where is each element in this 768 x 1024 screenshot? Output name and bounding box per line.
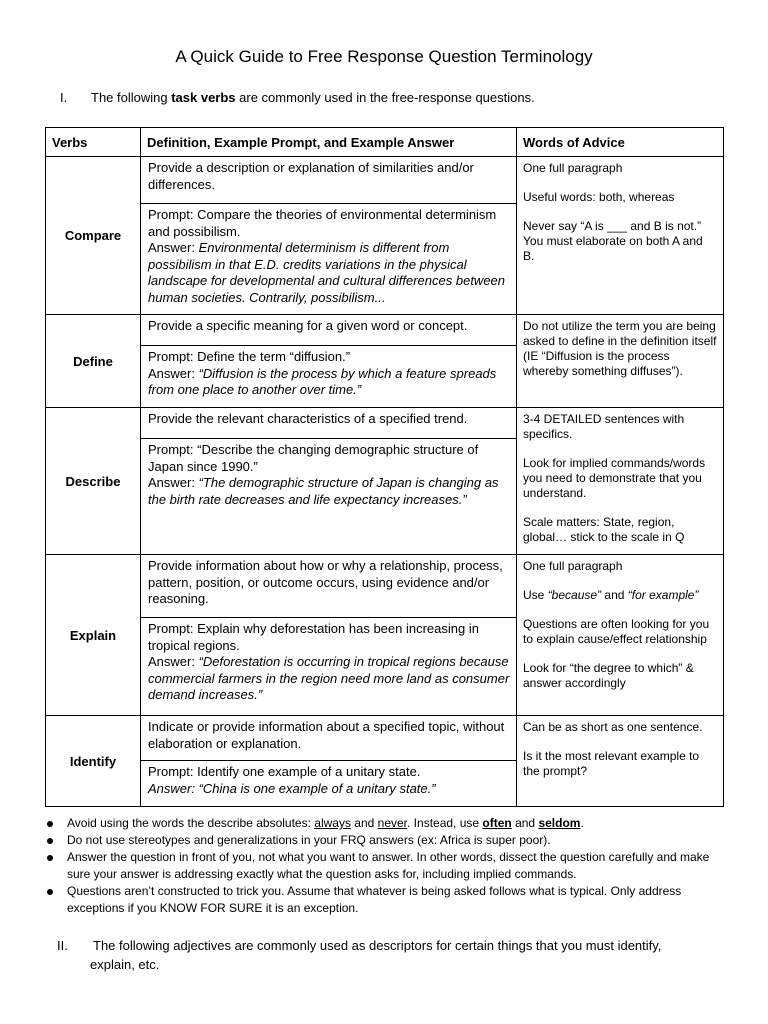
example-answer (148, 781, 510, 798)
section-one-intro (60, 90, 535, 105)
example-prompt: Prompt: Explain why deforestation has been increasing in tropical regions. (148, 621, 479, 653)
bullet-text: . Instead, use (407, 816, 483, 830)
answer-text: “The demographic structure of Japan is changing as the birth rate decreases and life expectancy increases.” (148, 475, 499, 507)
answer-label: Answer: (148, 475, 199, 490)
advice-cell (517, 555, 724, 716)
verb-cell: Describe (46, 408, 141, 555)
advice-item: Look for “the degree to which” & answer accordingly (523, 661, 694, 690)
bullet-text: Avoid using the words the describe absolutes: (67, 816, 315, 830)
section-two-text-cont: explain, etc. (90, 957, 160, 972)
list-item: Answer the question in front of you, not what you want to answer. In other words, dissect the question carefully and make sure your answer is addressing exactly what the question asks for, including implied commands. (45, 849, 725, 883)
advice-item: Do not utilize the term you are being asked to define in the definition itself (IE “Diffusion is the process whereby something diffuses”). (523, 319, 717, 378)
advice-item: Is it the most relevant example to the prompt? (523, 749, 700, 778)
section-two-intro (57, 936, 717, 974)
answer-text: “Deforestation is occurring in tropical regions because commercial farmers in the region need more land as consumer demand increases.” (148, 654, 510, 702)
advice-because: “because” (547, 588, 602, 602)
header-definition: Definition, Example Prompt, and Example Answer (141, 128, 517, 157)
example-answer (148, 240, 510, 306)
header-verbs: Verbs (46, 128, 141, 157)
definition-text: Provide a description or explanation of similarities and/or differences. (148, 160, 474, 192)
example-cell (141, 345, 516, 407)
bullet-text: and (511, 816, 539, 830)
example-prompt: Prompt: Compare the theories of environmental determinism and possibilism. (148, 207, 497, 239)
advice-and: and (601, 588, 628, 602)
advice-for-example: “for example” (627, 588, 699, 602)
advice-item: Questions are often looking for you to explain cause/effect relationship (523, 617, 710, 646)
advice-cell (517, 716, 724, 807)
definition-cell (141, 408, 517, 555)
word-seldom: seldom (538, 816, 581, 830)
definition-text: Provide information about how or why a relationship, process, pattern, position, or outcome occurs, using evidence and/or reasoning. (148, 558, 503, 606)
advice-item: 3-4 DETAILED sentences with specifics. (523, 412, 685, 441)
definition-text: Provide the relevant characteristics of a specified trend. (148, 411, 468, 426)
advice-cell (517, 157, 724, 315)
example-cell (141, 203, 516, 314)
word-always: always (314, 816, 351, 830)
verb-cell: Identify (46, 716, 141, 807)
answer-text: “Diffusion is the process by which a feature spreads from one place to another over time.” (148, 365, 497, 397)
advice-item: Never say “A is ___ and B is not.” You must elaborate on both A and B. (523, 219, 703, 263)
definition-text: Indicate or provide information about a specified topic, without elaboration or explanation. (148, 719, 505, 751)
answer-label: Answer: (148, 365, 199, 381)
definition-text: Provide a specific meaning for a given word or concept. (148, 318, 468, 333)
definition-cell (141, 555, 517, 716)
definition-cell (141, 716, 517, 807)
list-item (45, 815, 725, 832)
intro-bold-text: task verbs (171, 90, 236, 105)
example-answer (148, 366, 510, 399)
bullet-text: . (580, 816, 584, 830)
advice-bullet-list (45, 815, 725, 917)
answer-label: Answer: (148, 240, 199, 255)
page-title: A Quick Guide to Free Response Question Terminology (175, 47, 593, 66)
list-item: Questions aren’t constructed to trick you. Assume that whatever is being asked follows what is typical. Only address exceptions if you KNOW FOR SURE it is an exception. (45, 883, 725, 917)
example-prompt: Prompt: Define the term “diffusion.” (148, 349, 351, 364)
example-cell (141, 617, 516, 715)
advice-item: Scale matters: State, region, global… stick to the scale in Q (523, 515, 685, 544)
advice-use-text: Use (523, 588, 548, 602)
advice-item: One full paragraph (523, 161, 623, 175)
section-two-text: The following adjectives are commonly used as descriptors for certain things that you must identify, (93, 938, 662, 953)
answer-text: Environmental determinism is different from possibilism in that E.D. credits variations in the physical landscape for developmental and cultural differences between human societies. Contrarily, possibilism... (148, 240, 506, 305)
intro-text: The following (91, 90, 172, 105)
definition-cell (141, 315, 517, 408)
bullet-text: and (350, 816, 378, 830)
table-row (46, 157, 724, 315)
word-often: often (482, 816, 512, 830)
advice-item: Look for implied commands/words you need to demonstrate that you understand. (523, 456, 706, 500)
verb-cell: Define (46, 315, 141, 408)
list-item: Do not use stereotypes and generalizations in your FRQ answers (ex: Africa is super poor). (45, 832, 725, 849)
example-prompt: Prompt: “Describe the changing demographic structure of Japan since 1990.” (148, 442, 479, 474)
advice-item: Can be as short as one sentence. (523, 720, 703, 734)
advice-cell (517, 315, 724, 408)
word-never: never (377, 816, 408, 830)
answer-label: Answer: (148, 654, 199, 669)
table-row (46, 315, 724, 408)
task-verbs-table (45, 127, 724, 807)
section-numeral: II. (57, 938, 68, 953)
definition-cell (141, 157, 517, 315)
example-prompt: Prompt: Identify one example of a unitary state. (148, 764, 421, 779)
answer-text: Answer: “China is one example of a unitary state.” (148, 780, 436, 796)
verb-cell: Compare (46, 157, 141, 315)
table-row (46, 555, 724, 716)
advice-cell (517, 408, 724, 555)
example-cell (141, 760, 516, 806)
example-answer (148, 654, 510, 704)
intro-text-end: are commonly used in the free-response questions. (235, 90, 535, 105)
section-numeral: I. (60, 90, 68, 105)
advice-item: One full paragraph (523, 559, 623, 573)
header-advice: Words of Advice (517, 128, 724, 157)
advice-item-use (523, 588, 717, 603)
example-cell (141, 438, 516, 554)
advice-item: Useful words: both, whereas (523, 190, 675, 204)
verb-cell: Explain (46, 555, 141, 716)
table-row (46, 716, 724, 807)
table-row (46, 408, 724, 555)
table-header-row (46, 128, 724, 157)
example-answer (148, 475, 510, 508)
